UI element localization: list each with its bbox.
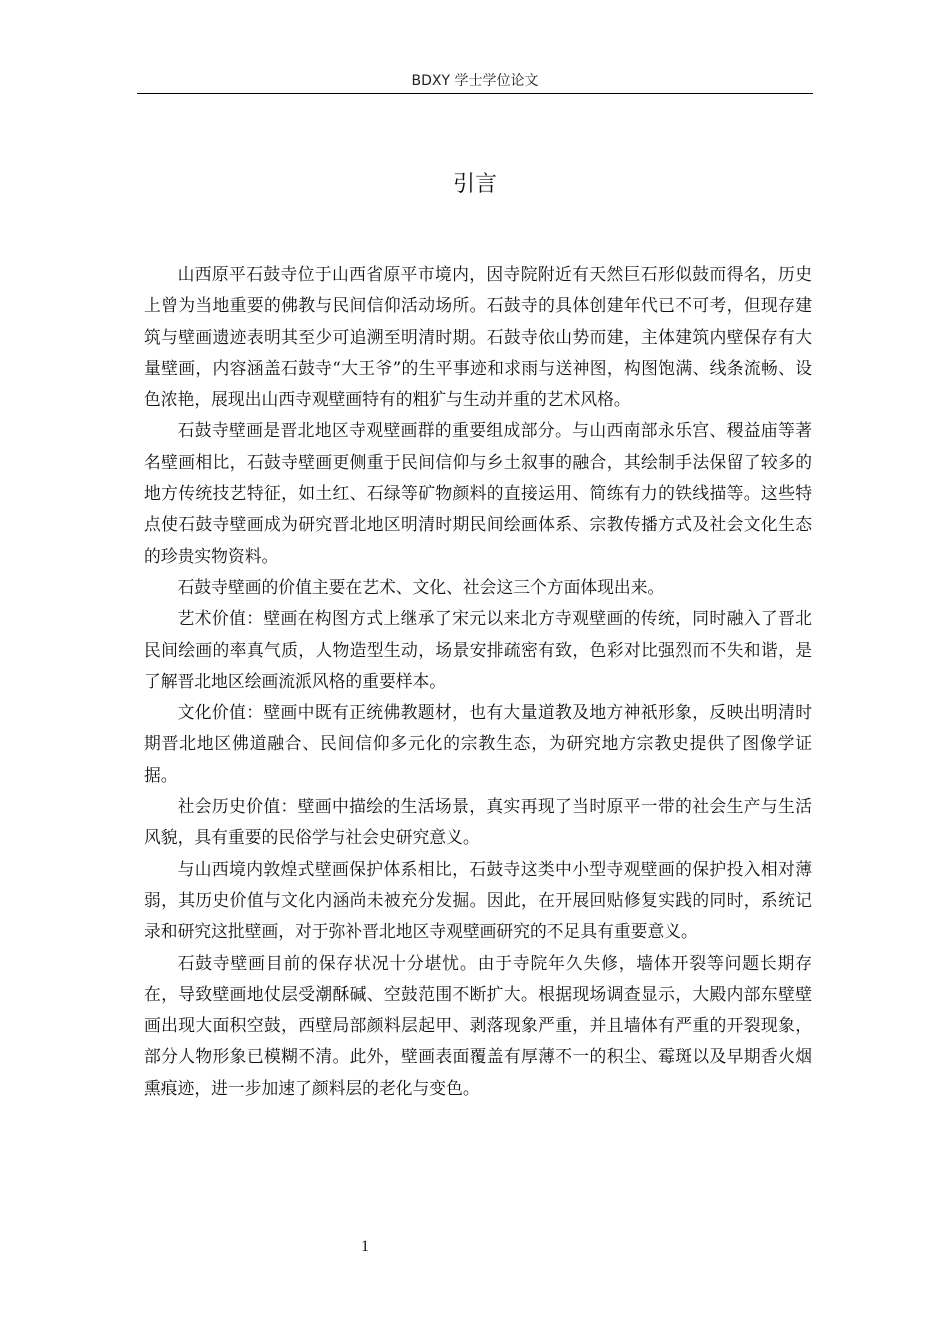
- paragraph-cultural-value: 文化价值：壁画中既有正统佛教题材，也有大量道教及地方神祇形象，反映出明清时期晋北地区佛道融合、民间信仰多元化的宗教生态，为研究地方宗教史提供了图像学证据。: [144, 702, 812, 785]
- paragraph-artistic-value: 艺术价值：壁画在构图方式上继承了宋元以来北方寺观壁画的传统，同时融入了晋北民间绘画的率真气质，人物造型生动，场景安排疏密有致，色彩对比强烈而不失和谐，是了解晋北地区绘画流派风格的重要样本。: [144, 608, 812, 691]
- paragraph-research-significance: 与山西境内敦煌式壁画保护体系相比，石鼓寺这类中小型寺观壁画的保护投入相对薄弱，其历史价值与文化内涵尚未被充分发掘。因此，在开展回贴修复实践的同时，系统记录和研究这批壁画，对于弥补晋北地区寺观壁画研究的不足具有重要意义。: [144, 858, 812, 942]
- running-header: BDXY 学士学位论文: [411, 73, 539, 89]
- paragraph-intro: 山西原平石鼓寺位于山西省原平市境内，因寺院附近有天然巨石形似鼓而得名，历史上曾为当地重要的佛教与民间信仰活动场所。石鼓寺的具体创建年代已不可考，但现存建筑与壁画遗迹表明其至少可追溯至明清时期。石鼓寺依山势而建，主体建筑内壁保存有大量壁画，内容涵盖石鼓寺“大王爷”的生平事迹和求雨与送神图，构图饱满、线条流畅、设色浓艳，展现出山西寺观壁画特有的粗犷与生动并重的艺术风格。: [144, 264, 812, 410]
- paragraph-value-summary: 石鼓寺壁画的价值主要在艺术、文化、社会这三个方面体现出来。: [177, 576, 665, 597]
- header-rule: [137, 93, 813, 94]
- body-text: [144, 259, 812, 1104]
- section-title: 引言: [452, 172, 497, 197]
- paragraph-regional-context: 石鼓寺壁画是晋北地区寺观壁画群的重要组成部分。与山西南部永乐宫、稷益庙等著名壁画相比，石鼓寺壁画更侧重于民间信仰与乡土叙事的融合，其绘制手法保留了较多的地方传统技艺特征，如土红、石绿等矿物颜料的直接运用、简练有力的铁线描等。这些特点使石鼓寺壁画成为研究晋北地区明清时期民间绘画体系、宗教传播方式及社会文化生态的珍贵实物资料。: [144, 420, 812, 566]
- paragraph-preservation-status: 石鼓寺壁画目前的保存状况十分堪忧。由于寺院年久失修，墙体开裂等问题长期存在，导致壁画地仗层受潮酥碱、空鼓范围不断扩大。根据现场调查显示，大殿内部东壁壁画出现大面积空鼓，西壁局部颜料层起甲、剥落现象严重，并且墙体有严重的开裂现象，部分人物形象已模糊不清。此外，壁画表面覆盖有厚薄不一的积尘、霉斑以及早期香火烟熏痕迹，进一步加速了颜料层的老化与变色。: [144, 952, 812, 1098]
- paragraph-social-value: 社会历史价值：壁画中描绘的生活场景，真实再现了当时原平一带的社会生产与生活风貌，具有重要的民俗学与社会史研究意义。: [144, 796, 812, 848]
- page-number: 1: [361, 1238, 369, 1255]
